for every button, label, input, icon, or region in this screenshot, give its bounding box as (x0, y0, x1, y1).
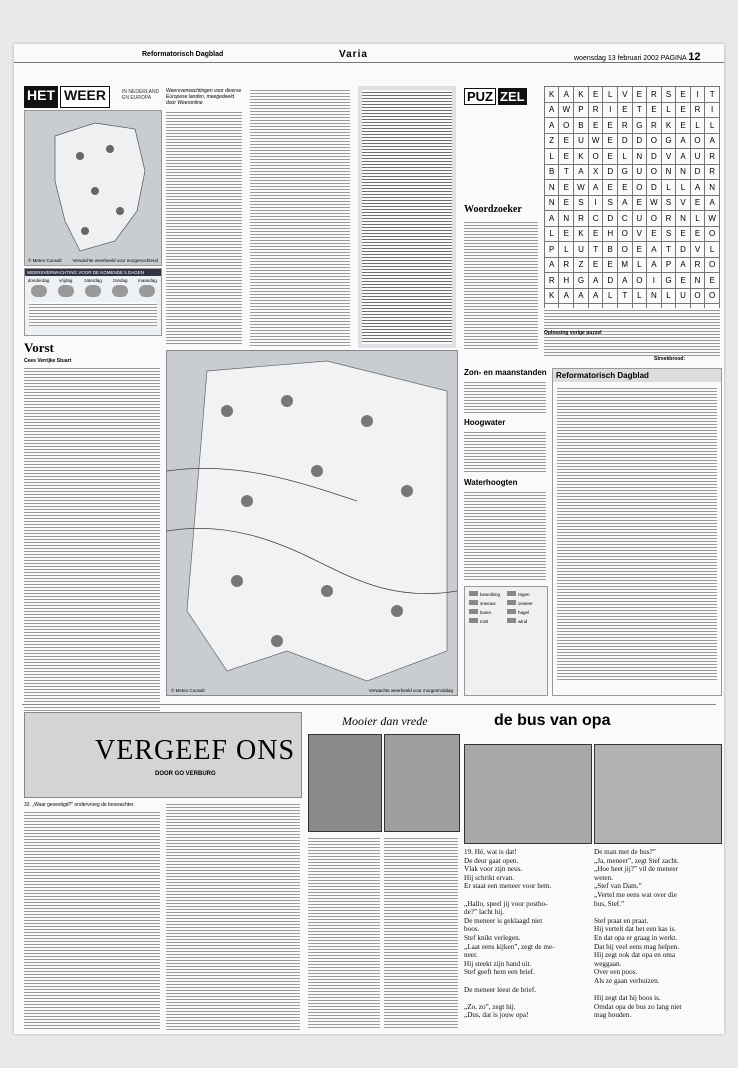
colofon-title: Reformatorisch Dagblad (553, 369, 721, 382)
grid-cell: E (690, 226, 705, 242)
bus-text-right (594, 848, 720, 1020)
grid-cell: E (559, 195, 574, 211)
grid-cell: U (690, 149, 705, 165)
grid-cell: D (647, 149, 662, 165)
grid-cell: E (559, 226, 574, 242)
story-line (464, 994, 590, 1003)
bus-title: de bus van opa (494, 712, 611, 729)
grid-cell: N (676, 164, 691, 180)
grid-cell: D (676, 242, 691, 258)
grid-cell: T (632, 102, 647, 118)
grid-cell: R (690, 102, 705, 118)
grid-cell: I (603, 102, 618, 118)
story-line: „Zo, zo”, zegt hij. (464, 1002, 516, 1011)
map-credit: © Meteo Consult (28, 258, 62, 263)
grid-cell: E (676, 87, 691, 103)
story-line: Als ze gaan verhuizen. (594, 976, 660, 985)
grid-cell: A (676, 149, 691, 165)
grid-cell: L (690, 118, 705, 134)
story-line: Hij zegt dat hij boos is. (594, 994, 661, 1003)
story-line: Er staat een meneer voor hem. (464, 882, 552, 891)
grid-cell: R (574, 211, 589, 227)
grid-cell: L (705, 242, 720, 258)
story-line (594, 986, 720, 995)
grid-row (545, 87, 720, 103)
grid-cell: N (559, 211, 574, 227)
grid-cell: I (705, 102, 720, 118)
map-legend-box (464, 586, 548, 696)
grid-cell: E (647, 226, 662, 242)
comic-header (308, 712, 458, 734)
grid-cell: R (617, 118, 632, 134)
grid-cell: N (632, 149, 647, 165)
grid-cell: L (705, 118, 720, 134)
grid-cell: E (603, 133, 618, 149)
grid-cell: D (617, 133, 632, 149)
bus-text-left (464, 848, 590, 1020)
story-line: „Hallo, speel jij voor postbo- (464, 899, 548, 908)
grid-cell: G (574, 273, 589, 289)
story-line: weten. (594, 873, 613, 882)
grid-cell: E (705, 273, 720, 289)
grid-cell: A (676, 133, 691, 149)
grid-cell: E (690, 195, 705, 211)
grid-cell: R (545, 273, 559, 289)
grid-cell: A (588, 288, 603, 304)
story-line: Hij vertelt dat het een kas is. (594, 925, 677, 934)
story-line: bus, Stef.” (594, 899, 625, 908)
netherlands-map (24, 110, 162, 266)
grid-cell: O (647, 164, 662, 180)
grid-cell: R (647, 118, 662, 134)
grid-cell: O (705, 288, 720, 304)
comic-text-col2 (384, 836, 458, 1030)
forecast-day: zaterdag (80, 278, 106, 299)
grid-cell: U (676, 288, 691, 304)
grid-cell: U (632, 164, 647, 180)
grid-cell: B (603, 242, 618, 258)
puzzle-logo: PUZ ZEL (464, 88, 534, 108)
grid-cell: E (588, 257, 603, 273)
story-line: „Laat eens kijken”, zegt de me- (464, 942, 555, 951)
grid-cell: L (603, 288, 618, 304)
grid-cell: T (559, 164, 574, 180)
story-line: „Vertel me eens wat over die (594, 890, 677, 899)
colofon-box (552, 368, 722, 696)
grid-cell: K (574, 226, 589, 242)
story-line: De meneer is geklaagd niet (464, 916, 543, 925)
grid-cell: V (676, 195, 691, 211)
vergeef-lead: 32. „Waar gevestigd?” ondervroeg de boswachter. (24, 802, 135, 808)
legend-item: bewolking (469, 591, 505, 597)
map-legend: Verwachte weerbeeld voor morgenochtend (72, 258, 158, 263)
europe-map-shapes (167, 351, 457, 695)
section-title: Varia (339, 49, 368, 60)
forecast-day: donderdag (26, 278, 52, 299)
bus-illustration-left (464, 744, 592, 844)
grid-cell: E (559, 180, 574, 196)
grid-cell: S (574, 195, 589, 211)
story-line: Over een poos. (594, 968, 638, 977)
comic-text-col1 (308, 836, 380, 1030)
grid-cell: E (603, 257, 618, 273)
grid-cell: O (617, 226, 632, 242)
grid-row (545, 149, 720, 165)
europe-text-col2 (250, 88, 350, 346)
woordzoeker-text (464, 220, 538, 350)
story-line: De deur gaat open. (464, 856, 519, 865)
grid-cell: L (661, 180, 676, 196)
forecast-day: vrijdag (53, 278, 79, 299)
grid-cell: P (545, 242, 559, 258)
weather-logo: HET WEER (24, 86, 120, 108)
grid-cell: A (545, 211, 559, 227)
grid-cell: C (617, 211, 632, 227)
vorst-author: Cees Verrijke Stuart (24, 358, 72, 364)
story-line: Vlak voor zijn neus. (464, 865, 523, 874)
story-line: Hij zegt ook dat opa en oma (594, 951, 676, 960)
forecast-title: WEERSVERWACHTING VOOR DE KOMENDE 5 DAGEN (25, 269, 161, 276)
grid-row (545, 164, 720, 180)
grid-cell: T (661, 242, 676, 258)
grid-cell: A (559, 87, 574, 103)
story-line: Stef geeft hem een brief. (464, 968, 535, 977)
grid-cell: L (690, 211, 705, 227)
grid-cell: N (676, 211, 691, 227)
grid-cell: O (647, 211, 662, 227)
grid-cell: L (676, 180, 691, 196)
bus-chapter: 19. Hé, wat is dat! (464, 848, 517, 856)
story-line: En dat opa er graag in werkt. (594, 933, 678, 942)
grid-cell: O (632, 180, 647, 196)
grid-cell: B (545, 164, 559, 180)
grid-cell: R (661, 211, 676, 227)
hoogwater-text (464, 430, 546, 474)
grid-cell: G (632, 118, 647, 134)
forecast-day: maandag (134, 278, 160, 299)
grid-cell: R (690, 257, 705, 273)
grid-cell: O (588, 149, 603, 165)
grid-cell: L (617, 149, 632, 165)
grid-cell: D (603, 273, 618, 289)
europe-text-col1 (166, 110, 242, 346)
grid-cell: U (574, 242, 589, 258)
grid-cell: E (588, 118, 603, 134)
grid-cell: W (559, 102, 574, 118)
story-line: Hij steekt zijn hand uit. (464, 959, 532, 968)
grid-cell: A (705, 195, 720, 211)
newspaper-page (14, 44, 724, 1034)
grid-cell: A (574, 288, 589, 304)
grid-cell: T (617, 288, 632, 304)
grid-cell: O (559, 118, 574, 134)
legend-item: buien (469, 609, 505, 615)
grid-cell: A (574, 164, 589, 180)
sun-moon-title: Zon- en maanstanden (464, 368, 547, 377)
grid-cell: E (588, 87, 603, 103)
grid-row (545, 133, 720, 149)
grid-cell: O (705, 226, 720, 242)
grid-cell: D (603, 164, 618, 180)
grid-cell: E (676, 118, 691, 134)
grid-cell: A (676, 257, 691, 273)
grid-cell: E (676, 226, 691, 242)
grid-cell: L (661, 288, 676, 304)
grid-cell: E (603, 149, 618, 165)
grid-cell: O (647, 133, 662, 149)
page-header (14, 48, 724, 63)
europe-weather-map (166, 350, 458, 696)
grid-cell: A (647, 242, 662, 258)
grid-cell: K (545, 87, 559, 103)
story-line: Stef knikt verlegen. (464, 933, 521, 942)
grid-cell: A (545, 102, 559, 118)
grid-cell: H (603, 226, 618, 242)
vorst-title: Vorst (24, 340, 54, 355)
grid-cell: L (661, 102, 676, 118)
grid-cell: I (588, 195, 603, 211)
grid-cell: A (545, 118, 559, 134)
grid-cell: D (603, 211, 618, 227)
story-line (464, 977, 590, 986)
big-map-legend: Verwachte weerbeeld voor morgenmiddag (368, 688, 453, 693)
grid-cell: E (617, 102, 632, 118)
grid-cell: K (661, 118, 676, 134)
grid-cell: L (632, 288, 647, 304)
grid-cell: K (545, 288, 559, 304)
grid-cell: T (588, 242, 603, 258)
five-day-forecast (24, 268, 162, 336)
story-line: Dat hij veel eens mag helpen. (594, 942, 680, 951)
grid-cell: A (647, 257, 662, 273)
page-date: woensdag 13 februari 2002 PAGINA 12 (574, 51, 701, 63)
grid-cell: Z (574, 257, 589, 273)
grid-cell: A (690, 180, 705, 196)
story-line: De man met de bus?” (594, 848, 656, 856)
comic-panel (308, 734, 382, 832)
temperature-table (358, 86, 456, 348)
grid-cell: V (617, 87, 632, 103)
paper-name: Reformatorisch Dagblad (142, 51, 224, 58)
grid-cell: T (705, 87, 720, 103)
grid-row (545, 180, 720, 196)
grid-cell: L (603, 87, 618, 103)
grid-cell: N (661, 164, 676, 180)
vergeef-text-col2 (166, 802, 300, 1030)
grid-cell: U (632, 211, 647, 227)
grid-cell: W (574, 180, 589, 196)
comic-title: Mooier dan vrede (342, 714, 428, 728)
grid-cell: O (632, 273, 647, 289)
story-line (464, 891, 590, 900)
vergeef-banner (24, 712, 302, 798)
story-line (594, 908, 720, 917)
grid-cell: O (690, 288, 705, 304)
grid-cell: S (661, 226, 676, 242)
grid-cell: E (559, 133, 574, 149)
story-line: Hij schrikt ervan. (464, 873, 515, 882)
grid-cell: V (632, 226, 647, 242)
grid-cell: R (705, 149, 720, 165)
grid-cell: A (545, 257, 559, 273)
grid-cell: E (588, 226, 603, 242)
vergeef-title: VERGEEF ONS (95, 735, 296, 766)
legend-item: mist (469, 618, 505, 624)
grid-cell: W (647, 195, 662, 211)
bus-illustration-right (594, 744, 722, 844)
grid-cell: E (647, 102, 662, 118)
grid-cell: L (545, 226, 559, 242)
story-line: boos. (464, 925, 480, 934)
grid-cell: L (632, 257, 647, 273)
story-line: „Stef van Dam.” (594, 882, 642, 891)
woordzoeker-title: Woordzoeker (464, 204, 522, 215)
big-map-credit: © Meteo Consult (171, 688, 205, 693)
grid-cell: P (574, 102, 589, 118)
grid-cell: W (588, 133, 603, 149)
grid-row (545, 195, 720, 211)
story-line: De meneer leest de brief. (464, 985, 537, 994)
grid-cell: A (588, 180, 603, 196)
grid-cell: S (661, 87, 676, 103)
grid-cell: P (661, 257, 676, 273)
grid-cell: E (632, 87, 647, 103)
vergeef-text-col1 (24, 810, 160, 1030)
grid-cell: O (617, 242, 632, 258)
grid-cell: H (559, 273, 574, 289)
streek-title: Streekbrood: (654, 356, 686, 362)
story-line: Stef praat en praat. (594, 916, 649, 925)
grid-cell: E (676, 273, 691, 289)
grid-cell: N (545, 195, 559, 211)
grid-cell: A (617, 195, 632, 211)
vergeef-sub: DOOR GO VERBURG (155, 771, 216, 777)
legend-item: hagel (507, 609, 543, 615)
grid-cell: N (705, 180, 720, 196)
grid-cell: R (559, 257, 574, 273)
grid-row (545, 257, 720, 273)
grid-cell: D (647, 180, 662, 196)
legend-item: regen (507, 591, 543, 597)
grid-cell: V (661, 149, 676, 165)
grid-row (545, 288, 720, 304)
grid-cell: G (661, 273, 676, 289)
grid-cell: L (559, 242, 574, 258)
sun-moon-text (464, 380, 546, 414)
story-line: de?” lacht hij. (464, 908, 505, 917)
comic-panel (384, 734, 460, 832)
story-line: Omdat opa de bus zo lang niet (594, 1002, 682, 1011)
grid-cell: N (545, 180, 559, 196)
grid-cell: Z (545, 133, 559, 149)
grid-cell: E (617, 180, 632, 196)
word-search-grid (544, 86, 720, 304)
grid-cell: A (617, 273, 632, 289)
grid-cell: R (647, 87, 662, 103)
grid-cell: G (617, 164, 632, 180)
grid-row (545, 102, 720, 118)
grid-cell: D (632, 133, 647, 149)
bus-header (464, 712, 720, 742)
grid-cell: E (632, 242, 647, 258)
grid-cell: C (588, 211, 603, 227)
legend-item: onweer (507, 600, 543, 606)
grid-cell: E (632, 195, 647, 211)
grid-row (545, 273, 720, 289)
grid-cell: I (690, 87, 705, 103)
grid-row (545, 211, 720, 227)
legend-item: sneeuw (469, 600, 505, 606)
grid-cell: A (559, 288, 574, 304)
grid-cell: W (705, 211, 720, 227)
grid-cell: B (574, 118, 589, 134)
grid-cell: K (574, 149, 589, 165)
grid-cell: R (705, 164, 720, 180)
oplossing-title: Oplossing vorige puzzel (544, 330, 602, 336)
hoogwater-title: Hoogwater (464, 418, 506, 427)
grid-cell: N (690, 273, 705, 289)
waterhoogten-text (464, 490, 546, 580)
grid-cell: I (647, 273, 662, 289)
grid-row (545, 242, 720, 258)
story-line: „Hoe heet jij?” vil de meneer (594, 865, 679, 874)
forecast-day: zondag (107, 278, 133, 299)
grid-cell: E (676, 102, 691, 118)
grid-cell: S (603, 195, 618, 211)
grid-cell: N (647, 288, 662, 304)
grid-row (545, 226, 720, 242)
grid-cell: V (690, 242, 705, 258)
waterhoogten-title: Waterhoogten (464, 478, 518, 487)
story-line: neer. (464, 951, 478, 960)
story-line: „Dus, dat is jouw opa! (464, 1011, 529, 1020)
grid-cell: G (661, 133, 676, 149)
grid-cell: E (603, 118, 618, 134)
grid-cell: E (603, 180, 618, 196)
europe-heading: Weersverwachtingen voor diverse Europese landen, meegedeeld door Weeronline (166, 88, 242, 106)
netherlands-map-shape (25, 111, 161, 265)
grid-cell: S (661, 195, 676, 211)
grid-cell: A (588, 273, 603, 289)
grid-cell: D (690, 164, 705, 180)
story-line: weggaan. (594, 959, 622, 968)
story-line: „Ja, meneer”, zegt Stef zacht. (594, 856, 679, 865)
grid-cell: O (690, 133, 705, 149)
grid-cell: A (705, 133, 720, 149)
grid-row (545, 118, 720, 134)
grid-cell: L (545, 149, 559, 165)
grid-cell: X (588, 164, 603, 180)
grid-cell: R (588, 102, 603, 118)
grid-cell: M (617, 257, 632, 273)
grid-cell: E (559, 149, 574, 165)
story-line: mag houden. (594, 1011, 632, 1020)
vorst-body-text (24, 366, 160, 726)
grid-cell: U (574, 133, 589, 149)
grid-cell: K (574, 87, 589, 103)
legend-item: wind (507, 618, 543, 624)
weather-logo-sub: IN NEDERLAND EN EUROPA (122, 89, 160, 101)
grid-cell: O (705, 257, 720, 273)
